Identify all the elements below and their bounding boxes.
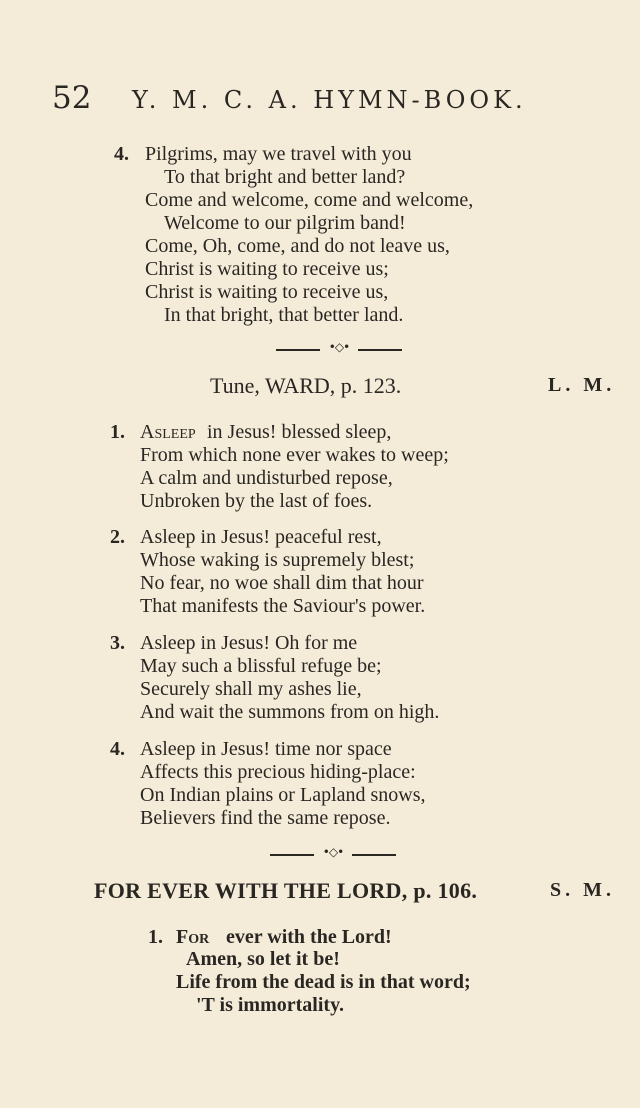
page-number: 52 bbox=[52, 80, 92, 116]
verse-line: Amen, so let it be! bbox=[186, 948, 340, 970]
tune-title: Tune, WARD, p. 123. bbox=[210, 373, 402, 398]
meter-label: S. M. bbox=[550, 879, 615, 901]
verse-line: Securely shall my ashes lie, bbox=[140, 678, 362, 700]
verse-line: No fear, no woe shall dim that hour bbox=[140, 572, 424, 594]
verse-line: To that bright and better land? bbox=[164, 166, 406, 188]
stanza-number: 1. bbox=[110, 421, 125, 443]
verse-line: ever with the Lord! bbox=[226, 926, 392, 948]
verse-line: That manifests the Saviour's power. bbox=[140, 595, 426, 617]
verse-line: On Indian plains or Lapland snows, bbox=[140, 784, 426, 806]
verse-line: Christ is waiting to receive us, bbox=[145, 281, 389, 303]
verse-line: in Jesus! blessed sleep, bbox=[207, 421, 392, 443]
tune-title: FOR EVER WITH THE LORD, p. 106. bbox=[94, 878, 478, 903]
verse-line: May such a blissful refuge be; bbox=[140, 655, 382, 677]
verse-line: Asleep in Jesus! Oh for me bbox=[140, 632, 358, 654]
verse-line: Come, Oh, come, and do not leave us, bbox=[145, 235, 450, 257]
verse-line: In that bright, that better land. bbox=[164, 304, 404, 326]
meter-label: L. M. bbox=[548, 374, 616, 396]
section-ornament bbox=[270, 845, 396, 862]
verse-line: Come and welcome, come and welcome, bbox=[145, 189, 474, 211]
stanza-number: 1. bbox=[148, 926, 163, 948]
verse-line: And wait the summons from on high. bbox=[140, 701, 440, 723]
section-ornament bbox=[276, 340, 402, 357]
verse-line: From which none ever wakes to weep; bbox=[140, 444, 449, 466]
verse-line: A calm and undisturbed repose, bbox=[140, 467, 393, 489]
stanza-number: 2. bbox=[110, 526, 125, 548]
running-head: Y. M. C. A. HYMN-BOOK. bbox=[132, 86, 527, 114]
verse-line: Believers find the same repose. bbox=[140, 807, 391, 829]
stanza-number: 3. bbox=[110, 632, 125, 654]
verse-line: Asleep in Jesus! peaceful rest, bbox=[140, 526, 382, 548]
verse-line: Christ is waiting to receive us; bbox=[145, 258, 389, 280]
verse-line: Welcome to our pilgrim band! bbox=[164, 212, 406, 234]
page-header bbox=[52, 80, 592, 120]
verse-line: Affects this precious hiding-place: bbox=[140, 761, 416, 783]
stanza-number: 4. bbox=[114, 143, 129, 165]
verse-line: Life from the dead is in that word; bbox=[176, 971, 471, 993]
first-word: For bbox=[176, 926, 210, 948]
ornament-glyph: •◇• bbox=[322, 845, 344, 859]
ornament-glyph: •◇• bbox=[328, 340, 350, 354]
stanza-number: 4. bbox=[110, 738, 125, 760]
first-word: Asleep bbox=[140, 421, 196, 443]
verse-line: Whose waking is supremely blest; bbox=[140, 549, 415, 571]
verse-line: Unbroken by the last of foes. bbox=[140, 490, 373, 512]
verse-line: 'T is immortality. bbox=[196, 994, 344, 1016]
verse-line: Pilgrims, may we travel with you bbox=[145, 143, 412, 165]
verse-line: Asleep in Jesus! time nor space bbox=[140, 738, 392, 760]
